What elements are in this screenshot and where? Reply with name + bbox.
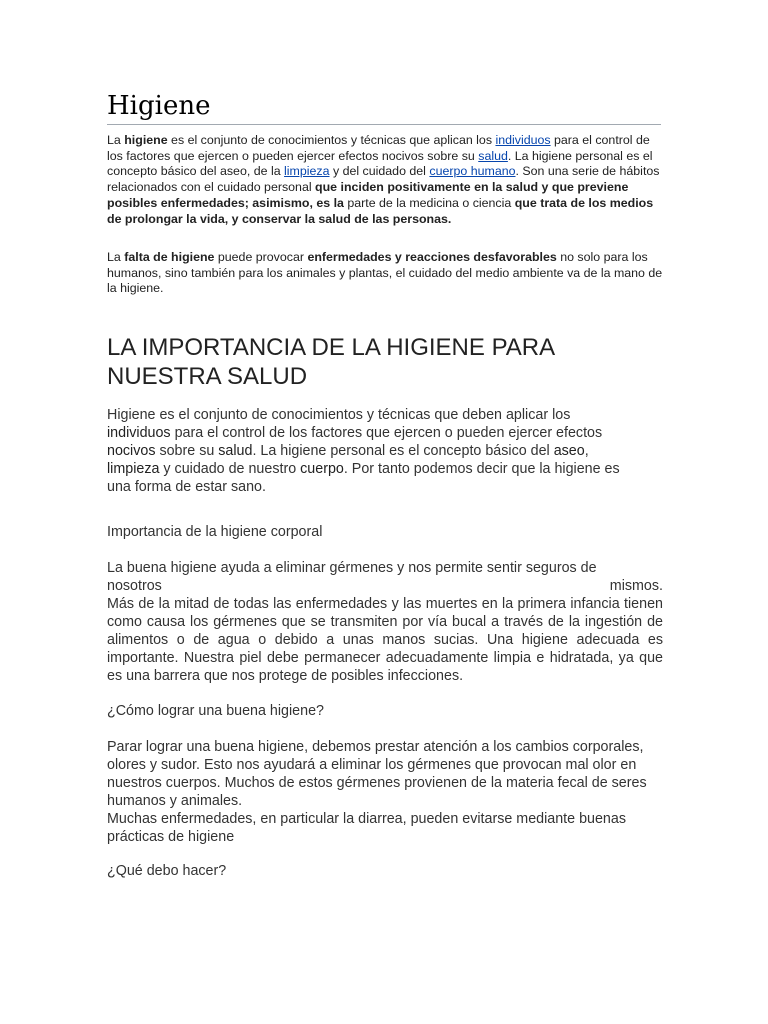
text: . Por tanto podemos decir que la higiene es una forma de estar sano. xyxy=(107,461,620,495)
link-individuos[interactable]: individuos xyxy=(495,133,551,147)
section-heading: LA IMPORTANCIA DE LA HIGIENE PARA NUESTRA SALUD xyxy=(107,334,554,390)
bold-term: falta de higiene xyxy=(124,250,215,264)
link-salud[interactable]: salud xyxy=(478,148,508,163)
text: nosotros xyxy=(107,578,162,594)
text: . La higiene personal es el concepto básico del xyxy=(252,443,554,459)
bold-phrase: que inciden positivamente en la salud y que previene posibles enfermedades; asimismo, es la xyxy=(107,180,629,210)
text: para el control de los factores que ejercen o pueden ejercer efectos xyxy=(170,425,603,441)
bold-phrase: que trata de los medios de prolongar la vida, y conservar la salud de las personas. xyxy=(107,195,654,226)
subheading-que-hacer: ¿Qué debo hacer? xyxy=(107,863,227,879)
text: para el control de los factores que ejercen o pueden ejercer efectos nocivos sobre su xyxy=(107,133,650,163)
text: Parar lograr una buena higiene, debemos prestar atención a los cambios corporales, olores y sudor. Esto nos ayudará a eliminar los gérmenes que provocan mal olor en nuestros cuerpos. Muchos de estos gérmenes provienen de la materia fecal de seres humanos y animales. xyxy=(107,739,647,809)
text: Muchas enfermedades, en particular la diarrea, pueden evitarse mediante buenas prácticas de higiene xyxy=(107,811,626,845)
text: y del cuidado del xyxy=(329,164,430,179)
section-intro xyxy=(107,406,637,496)
text: , xyxy=(584,443,589,459)
keyword: cuerpo xyxy=(300,461,344,477)
bold-term: higiene xyxy=(124,133,168,147)
text: La xyxy=(107,133,125,147)
keyword: individuos xyxy=(107,425,171,441)
bold-phrase: enfermedades y reacciones desfavorables xyxy=(307,250,557,264)
subheading-como-lograr: ¿Cómo lograr una buena higiene? xyxy=(107,703,324,719)
text: puede provocar xyxy=(214,250,308,264)
keyword: limpieza xyxy=(107,461,160,477)
text: sobre su xyxy=(155,443,219,459)
page-title: Higiene xyxy=(107,89,661,125)
text: y cuidado de nuestro xyxy=(159,461,301,477)
text: Higiene es el conjunto de conocimientos y técnicas que deben aplicar los xyxy=(107,407,571,423)
justified-line xyxy=(107,559,663,577)
text: es el conjunto de conocimientos y técnicas que aplican los xyxy=(167,133,496,147)
keyword: salud xyxy=(218,443,253,459)
text: . Son una serie de hábitos relacionados con el cuidado personal xyxy=(107,164,660,195)
link-cuerpo-humano[interactable]: cuerpo humano xyxy=(429,164,516,179)
importancia-paragraph xyxy=(107,559,663,685)
como-lograr-paragraph xyxy=(107,738,657,846)
justified-line xyxy=(107,577,663,595)
text: . La higiene personal es el concepto básico del aseo, de la xyxy=(107,148,653,179)
intro-paragraph xyxy=(107,133,663,227)
text: parte de la medicina o ciencia xyxy=(343,195,515,210)
keyword: nocivos xyxy=(107,443,156,459)
text: mismos. xyxy=(609,578,663,594)
text: no solo para los humanos, sino también para los animales y plantas, el cuidado del medio ambiente va de la mano de la higiene. xyxy=(107,250,663,296)
subheading-importancia: Importancia de la higiene corporal xyxy=(107,524,323,540)
text: Más de la mitad de todas las enfermedades y las muertes en la primera infancia tienen como causa los gérmenes que se transmiten por vía bucal a través de la ingestión de alimentos o de agua o debido a unas manos sucias. Una higiene adecuada es importante. Nuestra piel debe permanecer adecuadamente limpia e hidratada, ya que es una barrera que nos protege de posibles infecciones. xyxy=(107,596,663,684)
keyword: aseo xyxy=(553,443,585,459)
second-paragraph xyxy=(107,250,663,297)
text: La xyxy=(107,250,125,264)
link-limpieza[interactable]: limpieza xyxy=(284,164,330,179)
text: La buena higiene ayuda a eliminar gérmenes y nos permite sentir seguros de xyxy=(107,560,597,576)
